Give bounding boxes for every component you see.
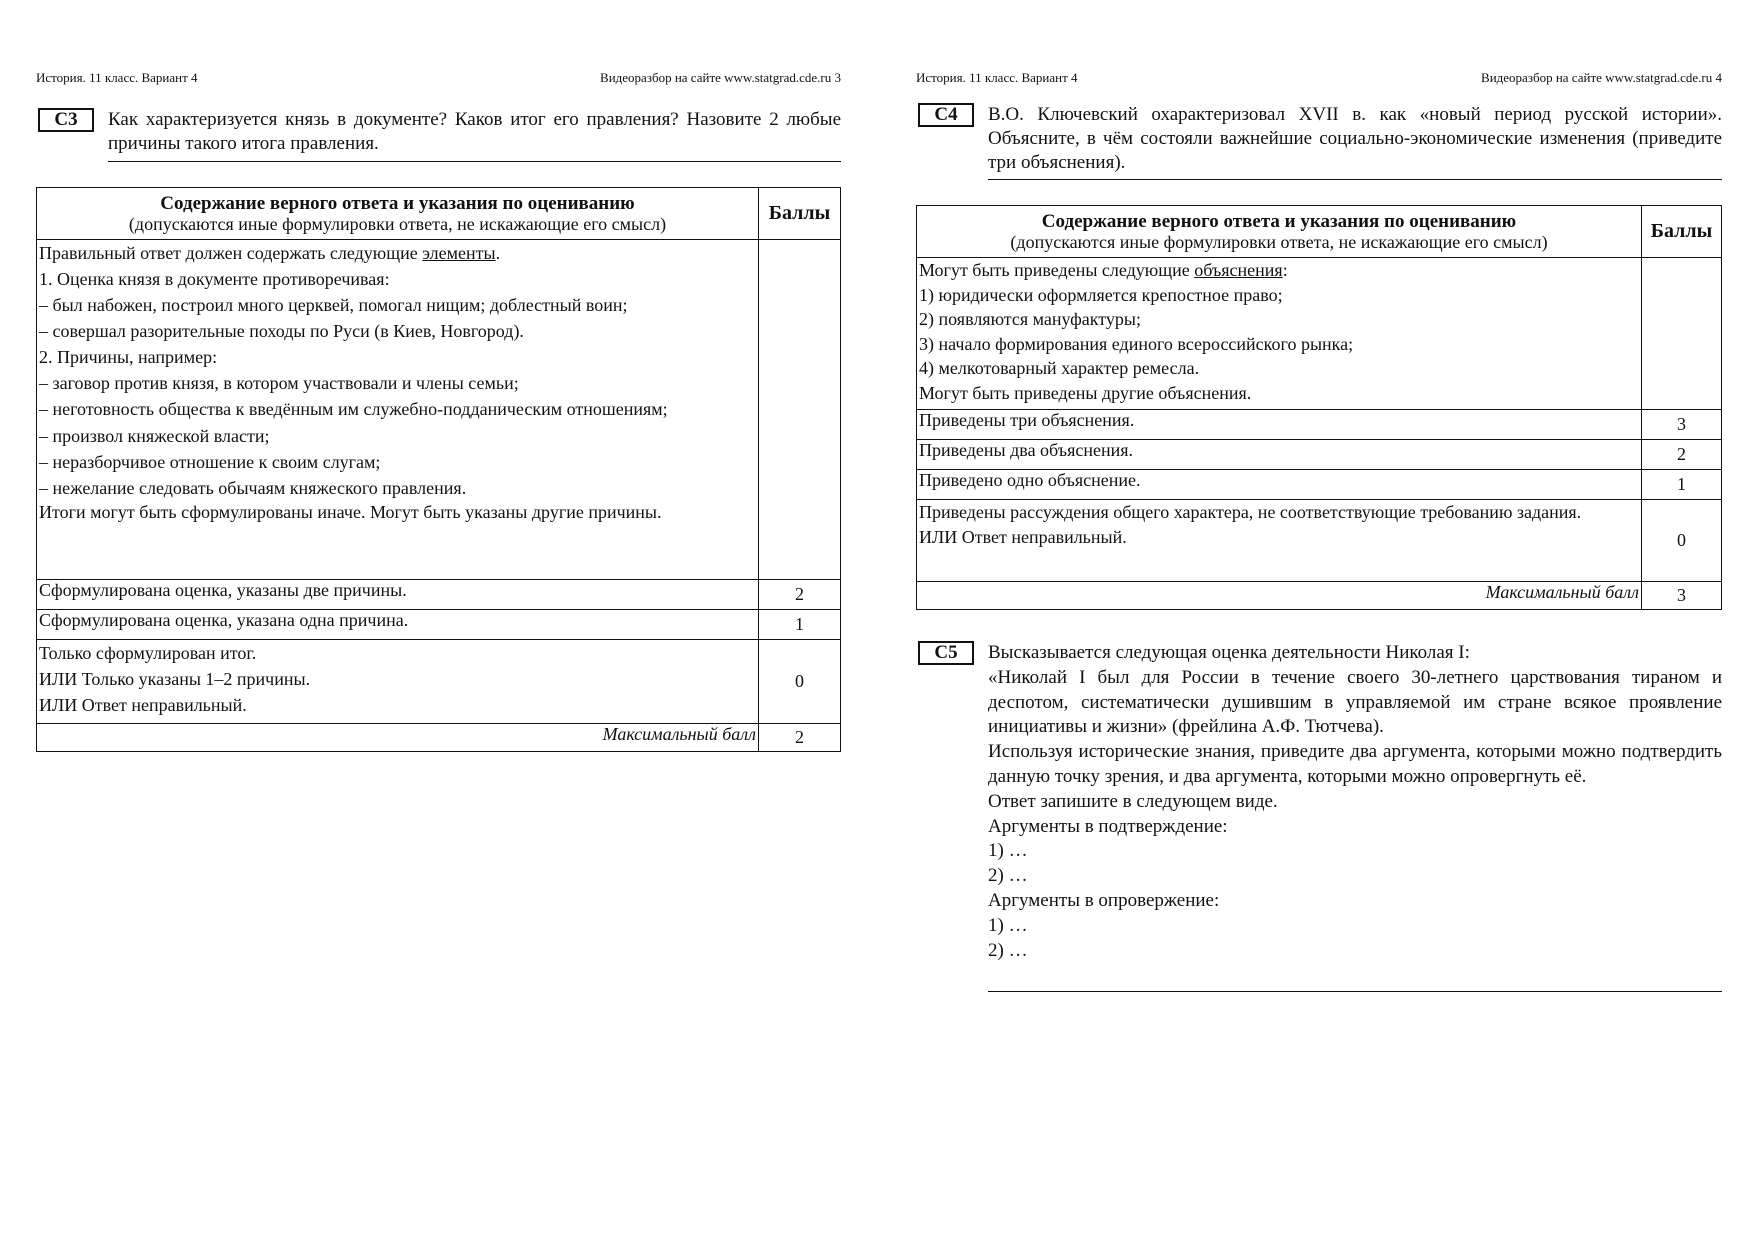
scoring-table bbox=[916, 205, 1722, 610]
question-line: Высказывается следующая оценка деятельности Николая I: bbox=[988, 642, 1470, 663]
scoring-points: 2 bbox=[759, 580, 841, 610]
header-subject: История. 11 класс. Вариант 4 bbox=[36, 70, 198, 85]
max-score-label: Максимальный балл bbox=[917, 582, 1642, 610]
header-website: Видеоразбор на сайте www.statgrad.cde.ru 4 bbox=[1481, 70, 1722, 85]
answer-score-cell bbox=[759, 240, 841, 580]
question-line: Аргументы в опровержение: bbox=[988, 889, 1220, 911]
answer-intro: Правильный ответ должен содержать следующие bbox=[39, 243, 418, 263]
scoring-criterion: Приведены два объяснения. bbox=[917, 440, 1642, 470]
page-4 bbox=[916, 0, 1722, 1239]
scoring-criterion: Сформулирована оценка, указана одна причина. bbox=[37, 610, 759, 640]
question-line: 2) … bbox=[988, 939, 1028, 961]
scoring-points: 0 bbox=[759, 640, 841, 724]
task-badge: С3 bbox=[38, 108, 94, 132]
scoring-points: 1 bbox=[1642, 470, 1722, 500]
scoring-criterion: Сформулирована оценка, указаны две причины. bbox=[37, 580, 759, 610]
question-quote: «Николай I был для России в течение своего 30-летнего царствования тираном и деспотом, систематически душившим в управляемой им стране всякое проявление инициативы и жизни» (фрейлина А.Ф. Тютчева). bbox=[988, 666, 1722, 738]
question-line: Аргументы в подтверждение: bbox=[988, 815, 1228, 837]
task-badge: С4 bbox=[918, 103, 974, 127]
page-3 bbox=[36, 0, 841, 1239]
question-line: 2) … bbox=[988, 865, 1028, 887]
scoring-criterion: Приведены рассуждения общего характера, не соответствующие требованию задания. ИЛИ Ответ неправильный. bbox=[917, 500, 1642, 582]
header-website: Видеоразбор на сайте www.statgrad.cde.ru 3 bbox=[600, 70, 841, 85]
question-line: Используя исторические знания, приведите два аргумента, которыми можно подтвердить данную точку зрения, и два аргумента, которыми можно опровергнуть её. bbox=[988, 741, 1722, 787]
scoring-criterion: Приведено одно объяснение. bbox=[917, 470, 1642, 500]
max-score-value: 3 bbox=[1642, 582, 1722, 610]
answer-line: – неготовность общества к введённым им служебно-подданическим отношениям; bbox=[39, 399, 668, 419]
task-question: В.О. Ключевский охарактеризовал XVII в. как «новый период русской истории». Объясните, в чём состояли важнейшие социально-экономические изменения (приведите три объяснения). bbox=[988, 104, 1722, 173]
question-underline bbox=[988, 991, 1722, 992]
task-question bbox=[988, 641, 1722, 963]
answer-intro-keyword: объяснения bbox=[1194, 260, 1283, 280]
question-line: Ответ запишите в следующем виде. bbox=[988, 790, 1278, 812]
table-header-points: Баллы bbox=[759, 188, 841, 240]
scoring-points: 2 bbox=[1642, 440, 1722, 470]
answer-line: 1. Оценка князя в документе противоречивая: bbox=[39, 269, 390, 289]
table-header-criteria: Содержание верного ответа и указания по оцениванию (допускаются иные формулировки ответа, не искажающие его смысл) bbox=[917, 206, 1642, 258]
answer-line: – заговор против князя, в котором участвовали и члены семьи; bbox=[39, 373, 519, 393]
question-line: 1) … bbox=[988, 914, 1028, 936]
scoring-points: 0 bbox=[1642, 500, 1722, 582]
answer-content: Правильный ответ должен содержать следующие элементы. 1. Оценка князя в документе противоречивая: – был набожен, построил много церквей, помогал нищим; доблестный воин; – совершал разорительные походы по Руси (в Киев, Новгород). 2. Причины, например: – заговор против князя, в котором участвовали и члены семьи; – неготовность общества к введённым им служебно-подданическим отношениям; – произвол княжеской власти; – неразборчивое отношение к своим слугам; – нежелание следовать обычаям княжеского правления. Итоги могут быть сформулированы иначе. Могут быть указаны другие причины. bbox=[37, 240, 759, 580]
answer-line: 4) мелкотоварный характер ремесла. bbox=[919, 358, 1200, 378]
task-question: Как характеризуется князь в документе? Каков итог его правления? Назовите 2 любые причины такого итога правления. bbox=[108, 109, 841, 154]
scoring-criterion: Только сформулирован итог. ИЛИ Только указаны 1–2 причины. ИЛИ Ответ неправильный. bbox=[37, 640, 759, 724]
scoring-criterion: Приведены три объяснения. bbox=[917, 410, 1642, 440]
task-badge: С5 bbox=[918, 641, 974, 665]
answer-intro: Могут быть приведены следующие bbox=[919, 260, 1190, 280]
max-score-value: 2 bbox=[759, 724, 841, 752]
header-subject: История. 11 класс. Вариант 4 bbox=[916, 70, 1078, 85]
max-score-label: Максимальный балл bbox=[37, 724, 759, 752]
answer-line: – совершал разорительные походы по Руси (в Киев, Новгород). bbox=[39, 321, 524, 341]
answer-line: – нежелание следовать обычаям княжеского правления. bbox=[39, 478, 467, 498]
answer-line: – неразборчивое отношение к своим слугам; bbox=[39, 452, 381, 472]
answer-line: Могут быть приведены другие объяснения. bbox=[919, 382, 1252, 403]
answer-line: 2) появляются мануфактуры; bbox=[919, 309, 1141, 329]
answer-score-cell bbox=[1642, 258, 1722, 410]
answer-line: 3) начало формирования единого всероссийского рынка; bbox=[919, 333, 1354, 354]
scoring-points: 1 bbox=[759, 610, 841, 640]
answer-line: – был набожен, построил много церквей, помогал нищим; доблестный воин; bbox=[39, 295, 628, 315]
scoring-points: 3 bbox=[1642, 410, 1722, 440]
answer-line: 2. Причины, например: bbox=[39, 347, 218, 367]
question-underline bbox=[108, 161, 841, 162]
table-header-criteria: Содержание верного ответа и указания по оцениванию (допускаются иные формулировки ответа, не искажающие его смысл) bbox=[37, 188, 759, 240]
answer-intro-keyword: элементы bbox=[422, 243, 496, 263]
answer-line: – произвол княжеской власти; bbox=[39, 426, 270, 446]
scoring-table bbox=[36, 187, 841, 752]
question-line: 1) … bbox=[988, 840, 1028, 862]
answer-line: Итоги могут быть сформулированы иначе. Могут быть указаны другие причины. bbox=[39, 502, 662, 522]
answer-content: Могут быть приведены следующие объяснения: 1) юридически оформляется крепостное право; 2) появляются мануфактуры; 3) начало формирования единого всероссийского рынка; 4) мелкотоварный характер ремесла. Могут быть приведены другие объяснения. bbox=[917, 258, 1642, 410]
answer-line: 1) юридически оформляется крепостное право; bbox=[919, 284, 1283, 305]
table-header-points: Баллы bbox=[1642, 206, 1722, 258]
question-underline bbox=[988, 179, 1722, 180]
